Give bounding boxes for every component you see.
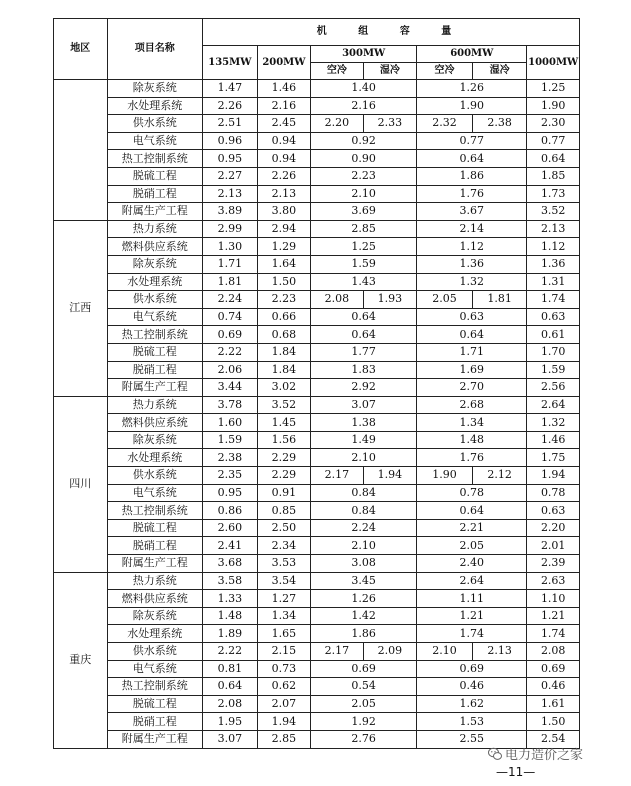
item-name-cell: 供水系统 bbox=[107, 467, 203, 485]
value-cell: 2.51 bbox=[203, 115, 258, 133]
value-cell: 1.47 bbox=[203, 80, 258, 98]
item-name-cell: 除灰系统 bbox=[107, 431, 203, 449]
value-cell: 2.38 bbox=[472, 115, 527, 133]
value-cell: 1.86 bbox=[417, 167, 527, 185]
value-cell: 2.27 bbox=[203, 167, 258, 185]
value-cell: 2.12 bbox=[472, 467, 527, 485]
table-row bbox=[54, 660, 580, 678]
value-cell: 2.22 bbox=[203, 643, 258, 661]
header-600-wet: 湿冷 bbox=[472, 63, 527, 80]
value-cell: 2.13 bbox=[527, 220, 580, 238]
header-600mw: 600MW bbox=[417, 46, 527, 63]
value-cell: 2.34 bbox=[257, 537, 311, 555]
value-cell: 1.85 bbox=[527, 167, 580, 185]
value-cell: 3.52 bbox=[257, 396, 311, 414]
item-name-cell: 热工控制系统 bbox=[107, 678, 203, 696]
wechat-icon bbox=[488, 747, 502, 761]
item-name-cell: 供水系统 bbox=[107, 643, 203, 661]
value-cell: 1.74 bbox=[527, 291, 580, 309]
value-cell: 0.96 bbox=[203, 132, 258, 150]
item-name-cell: 除灰系统 bbox=[107, 255, 203, 273]
value-cell: 0.63 bbox=[527, 308, 580, 326]
value-cell: 0.64 bbox=[417, 150, 527, 168]
value-cell: 2.10 bbox=[311, 449, 417, 467]
value-cell: 1.84 bbox=[257, 361, 311, 379]
table-row bbox=[54, 431, 580, 449]
value-cell: 0.64 bbox=[311, 308, 417, 326]
value-cell: 2.24 bbox=[311, 519, 417, 537]
value-cell: 2.63 bbox=[527, 572, 580, 590]
table-row bbox=[54, 291, 580, 309]
item-name-cell: 除灰系统 bbox=[107, 607, 203, 625]
item-name-cell: 供水系统 bbox=[107, 115, 203, 133]
value-cell: 1.53 bbox=[417, 713, 527, 731]
table-row bbox=[54, 238, 580, 256]
value-cell: 0.94 bbox=[257, 150, 311, 168]
value-cell: 0.46 bbox=[417, 678, 527, 696]
item-name-cell: 脱硝工程 bbox=[107, 537, 203, 555]
region-cell bbox=[54, 80, 108, 221]
value-cell: 1.48 bbox=[417, 431, 527, 449]
region-cell: 四川 bbox=[54, 396, 108, 572]
table-row bbox=[54, 167, 580, 185]
value-cell: 0.64 bbox=[203, 678, 258, 696]
value-cell: 0.66 bbox=[257, 308, 311, 326]
value-cell: 1.29 bbox=[257, 238, 311, 256]
value-cell: 2.85 bbox=[257, 730, 311, 748]
value-cell: 0.77 bbox=[417, 132, 527, 150]
value-cell: 1.75 bbox=[527, 449, 580, 467]
value-cell: 0.69 bbox=[311, 660, 417, 678]
watermark-text: 电力造价之家 bbox=[505, 748, 584, 763]
value-cell: 2.05 bbox=[417, 291, 473, 309]
value-cell: 2.99 bbox=[203, 220, 258, 238]
item-name-cell: 热工控制系统 bbox=[107, 502, 203, 520]
value-cell: 2.64 bbox=[417, 572, 527, 590]
value-cell: 1.92 bbox=[311, 713, 417, 731]
item-name-cell: 附属生产工程 bbox=[107, 555, 203, 573]
value-cell: 1.46 bbox=[527, 431, 580, 449]
value-cell: 3.07 bbox=[311, 396, 417, 414]
value-cell: 2.14 bbox=[417, 220, 527, 238]
item-name-cell: 电气系统 bbox=[107, 132, 203, 150]
value-cell: 3.02 bbox=[257, 379, 311, 397]
header-135mw: 135MW bbox=[203, 46, 258, 80]
table-body bbox=[54, 80, 580, 749]
value-cell: 1.89 bbox=[203, 625, 258, 643]
watermark bbox=[488, 744, 583, 763]
value-cell: 1.27 bbox=[257, 590, 311, 608]
item-name-cell: 水处理系统 bbox=[107, 449, 203, 467]
value-cell: 3.69 bbox=[311, 203, 417, 221]
value-cell: 1.71 bbox=[417, 343, 527, 361]
value-cell: 1.83 bbox=[311, 361, 417, 379]
header-200mw: 200MW bbox=[257, 46, 311, 80]
value-cell: 2.56 bbox=[527, 379, 580, 397]
value-cell: 0.64 bbox=[311, 326, 417, 344]
item-name-cell: 供水系统 bbox=[107, 291, 203, 309]
item-name-cell: 水处理系统 bbox=[107, 625, 203, 643]
value-cell: 2.41 bbox=[203, 537, 258, 555]
value-cell: 1.26 bbox=[417, 80, 527, 98]
value-cell: 1.50 bbox=[527, 713, 580, 731]
value-cell: 1.94 bbox=[527, 467, 580, 485]
value-cell: 1.31 bbox=[527, 273, 580, 291]
value-cell: 1.81 bbox=[203, 273, 258, 291]
value-cell: 2.24 bbox=[203, 291, 258, 309]
table-row bbox=[54, 555, 580, 573]
region-cell: 江西 bbox=[54, 220, 108, 396]
item-name-cell: 电气系统 bbox=[107, 660, 203, 678]
value-cell: 2.68 bbox=[417, 396, 527, 414]
value-cell: 2.07 bbox=[257, 695, 311, 713]
table-row bbox=[54, 326, 580, 344]
value-cell: 1.90 bbox=[417, 97, 527, 115]
value-cell: 2.29 bbox=[257, 467, 311, 485]
value-cell: 0.78 bbox=[417, 484, 527, 502]
value-cell: 2.85 bbox=[311, 220, 417, 238]
value-cell: 1.76 bbox=[417, 185, 527, 203]
item-name-cell: 燃料供应系统 bbox=[107, 414, 203, 432]
value-cell: 2.09 bbox=[363, 643, 417, 661]
value-cell: 1.59 bbox=[203, 431, 258, 449]
value-cell: 2.26 bbox=[257, 167, 311, 185]
value-cell: 2.10 bbox=[417, 643, 473, 661]
value-cell: 3.08 bbox=[311, 555, 417, 573]
value-cell: 1.12 bbox=[417, 238, 527, 256]
value-cell: 1.10 bbox=[527, 590, 580, 608]
value-cell: 1.84 bbox=[257, 343, 311, 361]
value-cell: 2.13 bbox=[203, 185, 258, 203]
value-cell: 0.63 bbox=[417, 308, 527, 326]
value-cell: 1.25 bbox=[527, 80, 580, 98]
value-cell: 1.81 bbox=[472, 291, 527, 309]
value-cell: 2.17 bbox=[311, 643, 363, 661]
value-cell: 2.54 bbox=[527, 730, 580, 748]
value-cell: 1.49 bbox=[311, 431, 417, 449]
value-cell: 0.78 bbox=[527, 484, 580, 502]
value-cell: 2.60 bbox=[203, 519, 258, 537]
page-number: —11— bbox=[496, 765, 536, 779]
table-row bbox=[54, 396, 580, 414]
value-cell: 2.23 bbox=[311, 167, 417, 185]
table-row bbox=[54, 361, 580, 379]
value-cell: 1.21 bbox=[417, 607, 527, 625]
value-cell: 2.29 bbox=[257, 449, 311, 467]
value-cell: 2.33 bbox=[363, 115, 417, 133]
value-cell: 1.12 bbox=[527, 238, 580, 256]
value-cell: 0.92 bbox=[311, 132, 417, 150]
value-cell: 2.55 bbox=[417, 730, 527, 748]
value-cell: 1.65 bbox=[257, 625, 311, 643]
item-name-cell: 水处理系统 bbox=[107, 97, 203, 115]
header-1000mw: 1000MW bbox=[527, 46, 580, 80]
value-cell: 0.69 bbox=[203, 326, 258, 344]
value-cell: 2.06 bbox=[203, 361, 258, 379]
value-cell: 2.94 bbox=[257, 220, 311, 238]
value-cell: 0.85 bbox=[257, 502, 311, 520]
value-cell: 2.15 bbox=[257, 643, 311, 661]
value-cell: 0.73 bbox=[257, 660, 311, 678]
value-cell: 1.56 bbox=[257, 431, 311, 449]
value-cell: 1.42 bbox=[311, 607, 417, 625]
value-cell: 1.60 bbox=[203, 414, 258, 432]
value-cell: 3.80 bbox=[257, 203, 311, 221]
header-300-wet: 湿冷 bbox=[363, 63, 417, 80]
value-cell: 1.33 bbox=[203, 590, 258, 608]
value-cell: 2.64 bbox=[527, 396, 580, 414]
table-row bbox=[54, 537, 580, 555]
header-capacity: 机 组 容 量 bbox=[203, 19, 580, 46]
value-cell: 1.95 bbox=[203, 713, 258, 731]
item-name-cell: 脱硝工程 bbox=[107, 185, 203, 203]
value-cell: 2.45 bbox=[257, 115, 311, 133]
value-cell: 2.22 bbox=[203, 343, 258, 361]
item-name-cell: 热力系统 bbox=[107, 220, 203, 238]
value-cell: 2.17 bbox=[311, 467, 363, 485]
table-row bbox=[54, 203, 580, 221]
value-cell: 2.08 bbox=[203, 695, 258, 713]
value-cell: 0.69 bbox=[417, 660, 527, 678]
item-name-cell: 热工控制系统 bbox=[107, 326, 203, 344]
value-cell: 3.52 bbox=[527, 203, 580, 221]
table-row bbox=[54, 150, 580, 168]
value-cell: 3.44 bbox=[203, 379, 258, 397]
value-cell: 0.63 bbox=[527, 502, 580, 520]
value-cell: 1.50 bbox=[257, 273, 311, 291]
cost-index-table bbox=[53, 18, 580, 749]
value-cell: 1.36 bbox=[527, 255, 580, 273]
value-cell: 2.20 bbox=[311, 115, 363, 133]
table-row bbox=[54, 713, 580, 731]
value-cell: 1.30 bbox=[203, 238, 258, 256]
value-cell: 1.74 bbox=[527, 625, 580, 643]
value-cell: 0.91 bbox=[257, 484, 311, 502]
table-row bbox=[54, 185, 580, 203]
value-cell: 0.94 bbox=[257, 132, 311, 150]
table-row bbox=[54, 502, 580, 520]
table-row bbox=[54, 414, 580, 432]
value-cell: 2.13 bbox=[472, 643, 527, 661]
value-cell: 2.13 bbox=[257, 185, 311, 203]
header-item: 项目名称 bbox=[107, 19, 203, 80]
value-cell: 2.70 bbox=[417, 379, 527, 397]
table-row bbox=[54, 343, 580, 361]
item-name-cell: 附属生产工程 bbox=[107, 203, 203, 221]
value-cell: 0.64 bbox=[527, 150, 580, 168]
item-name-cell: 附属生产工程 bbox=[107, 379, 203, 397]
item-name-cell: 水处理系统 bbox=[107, 273, 203, 291]
value-cell: 2.23 bbox=[257, 291, 311, 309]
value-cell: 1.94 bbox=[257, 713, 311, 731]
value-cell: 1.38 bbox=[311, 414, 417, 432]
value-cell: 3.89 bbox=[203, 203, 258, 221]
value-cell: 0.86 bbox=[203, 502, 258, 520]
item-name-cell: 燃料供应系统 bbox=[107, 238, 203, 256]
item-name-cell: 脱硫工程 bbox=[107, 167, 203, 185]
value-cell: 2.16 bbox=[311, 97, 417, 115]
value-cell: 2.26 bbox=[203, 97, 258, 115]
value-cell: 3.07 bbox=[203, 730, 258, 748]
value-cell: 1.59 bbox=[527, 361, 580, 379]
header-300-air: 空冷 bbox=[311, 63, 363, 80]
value-cell: 1.43 bbox=[311, 273, 417, 291]
value-cell: 1.48 bbox=[203, 607, 258, 625]
value-cell: 1.11 bbox=[417, 590, 527, 608]
table-row bbox=[54, 678, 580, 696]
value-cell: 3.54 bbox=[257, 572, 311, 590]
item-name-cell: 电气系统 bbox=[107, 308, 203, 326]
region-cell: 重庆 bbox=[54, 572, 108, 748]
table-row bbox=[54, 572, 580, 590]
value-cell: 0.84 bbox=[311, 484, 417, 502]
table-row bbox=[54, 97, 580, 115]
value-cell: 1.77 bbox=[311, 343, 417, 361]
value-cell: 0.62 bbox=[257, 678, 311, 696]
value-cell: 0.95 bbox=[203, 484, 258, 502]
value-cell: 1.90 bbox=[417, 467, 473, 485]
value-cell: 1.73 bbox=[527, 185, 580, 203]
item-name-cell: 脱硫工程 bbox=[107, 343, 203, 361]
value-cell: 0.81 bbox=[203, 660, 258, 678]
value-cell: 2.21 bbox=[417, 519, 527, 537]
value-cell: 0.68 bbox=[257, 326, 311, 344]
value-cell: 1.69 bbox=[417, 361, 527, 379]
value-cell: 1.34 bbox=[257, 607, 311, 625]
value-cell: 1.76 bbox=[417, 449, 527, 467]
value-cell: 1.61 bbox=[527, 695, 580, 713]
value-cell: 1.26 bbox=[311, 590, 417, 608]
value-cell: 2.38 bbox=[203, 449, 258, 467]
value-cell: 2.40 bbox=[417, 555, 527, 573]
value-cell: 3.53 bbox=[257, 555, 311, 573]
value-cell: 3.67 bbox=[417, 203, 527, 221]
value-cell: 2.05 bbox=[311, 695, 417, 713]
table-row bbox=[54, 379, 580, 397]
value-cell: 1.86 bbox=[311, 625, 417, 643]
item-name-cell: 脱硫工程 bbox=[107, 519, 203, 537]
header-region: 地区 bbox=[54, 19, 108, 80]
item-name-cell: 脱硝工程 bbox=[107, 361, 203, 379]
value-cell: 1.62 bbox=[417, 695, 527, 713]
value-cell: 1.93 bbox=[363, 291, 417, 309]
table-row bbox=[54, 519, 580, 537]
value-cell: 1.59 bbox=[311, 255, 417, 273]
item-name-cell: 附属生产工程 bbox=[107, 730, 203, 748]
value-cell: 0.54 bbox=[311, 678, 417, 696]
value-cell: 2.08 bbox=[311, 291, 363, 309]
value-cell: 2.05 bbox=[417, 537, 527, 555]
item-name-cell: 脱硝工程 bbox=[107, 713, 203, 731]
header-300mw: 300MW bbox=[311, 46, 417, 63]
value-cell: 2.08 bbox=[527, 643, 580, 661]
value-cell: 1.34 bbox=[417, 414, 527, 432]
item-name-cell: 热工控制系统 bbox=[107, 150, 203, 168]
value-cell: 1.45 bbox=[257, 414, 311, 432]
value-cell: 0.46 bbox=[527, 678, 580, 696]
table-row bbox=[54, 80, 580, 98]
table-row bbox=[54, 132, 580, 150]
item-name-cell: 脱硫工程 bbox=[107, 695, 203, 713]
value-cell: 2.50 bbox=[257, 519, 311, 537]
value-cell: 0.69 bbox=[527, 660, 580, 678]
value-cell: 3.68 bbox=[203, 555, 258, 573]
table-row bbox=[54, 695, 580, 713]
value-cell: 3.58 bbox=[203, 572, 258, 590]
value-cell: 2.10 bbox=[311, 537, 417, 555]
value-cell: 2.39 bbox=[527, 555, 580, 573]
value-cell: 2.76 bbox=[311, 730, 417, 748]
value-cell: 1.32 bbox=[417, 273, 527, 291]
value-cell: 2.92 bbox=[311, 379, 417, 397]
item-name-cell: 热力系统 bbox=[107, 572, 203, 590]
value-cell: 1.21 bbox=[527, 607, 580, 625]
item-name-cell: 热力系统 bbox=[107, 396, 203, 414]
value-cell: 0.64 bbox=[417, 502, 527, 520]
table-row bbox=[54, 255, 580, 273]
value-cell: 1.36 bbox=[417, 255, 527, 273]
value-cell: 0.95 bbox=[203, 150, 258, 168]
value-cell: 1.94 bbox=[363, 467, 417, 485]
value-cell: 2.30 bbox=[527, 115, 580, 133]
value-cell: 3.45 bbox=[311, 572, 417, 590]
table-row bbox=[54, 590, 580, 608]
table-row bbox=[54, 643, 580, 661]
table-header bbox=[54, 19, 580, 80]
value-cell: 1.90 bbox=[527, 97, 580, 115]
value-cell: 1.32 bbox=[527, 414, 580, 432]
header-600-air: 空冷 bbox=[417, 63, 473, 80]
table-row bbox=[54, 308, 580, 326]
value-cell: 2.32 bbox=[417, 115, 473, 133]
value-cell: 0.61 bbox=[527, 326, 580, 344]
value-cell: 0.74 bbox=[203, 308, 258, 326]
table-row bbox=[54, 115, 580, 133]
table-row bbox=[54, 273, 580, 291]
table-row bbox=[54, 607, 580, 625]
value-cell: 2.20 bbox=[527, 519, 580, 537]
value-cell: 2.35 bbox=[203, 467, 258, 485]
item-name-cell: 除灰系统 bbox=[107, 80, 203, 98]
value-cell: 3.78 bbox=[203, 396, 258, 414]
value-cell: 2.10 bbox=[311, 185, 417, 203]
value-cell: 0.64 bbox=[417, 326, 527, 344]
value-cell: 1.74 bbox=[417, 625, 527, 643]
value-cell: 1.64 bbox=[257, 255, 311, 273]
item-name-cell: 电气系统 bbox=[107, 484, 203, 502]
value-cell: 1.70 bbox=[527, 343, 580, 361]
value-cell: 2.01 bbox=[527, 537, 580, 555]
value-cell: 0.90 bbox=[311, 150, 417, 168]
table-row bbox=[54, 220, 580, 238]
table-row bbox=[54, 625, 580, 643]
value-cell: 1.40 bbox=[311, 80, 417, 98]
value-cell: 0.77 bbox=[527, 132, 580, 150]
value-cell: 1.25 bbox=[311, 238, 417, 256]
table-row bbox=[54, 449, 580, 467]
table-row bbox=[54, 484, 580, 502]
table-row bbox=[54, 467, 580, 485]
value-cell: 1.71 bbox=[203, 255, 258, 273]
value-cell: 1.46 bbox=[257, 80, 311, 98]
value-cell: 0.84 bbox=[311, 502, 417, 520]
value-cell: 2.16 bbox=[257, 97, 311, 115]
item-name-cell: 燃料供应系统 bbox=[107, 590, 203, 608]
